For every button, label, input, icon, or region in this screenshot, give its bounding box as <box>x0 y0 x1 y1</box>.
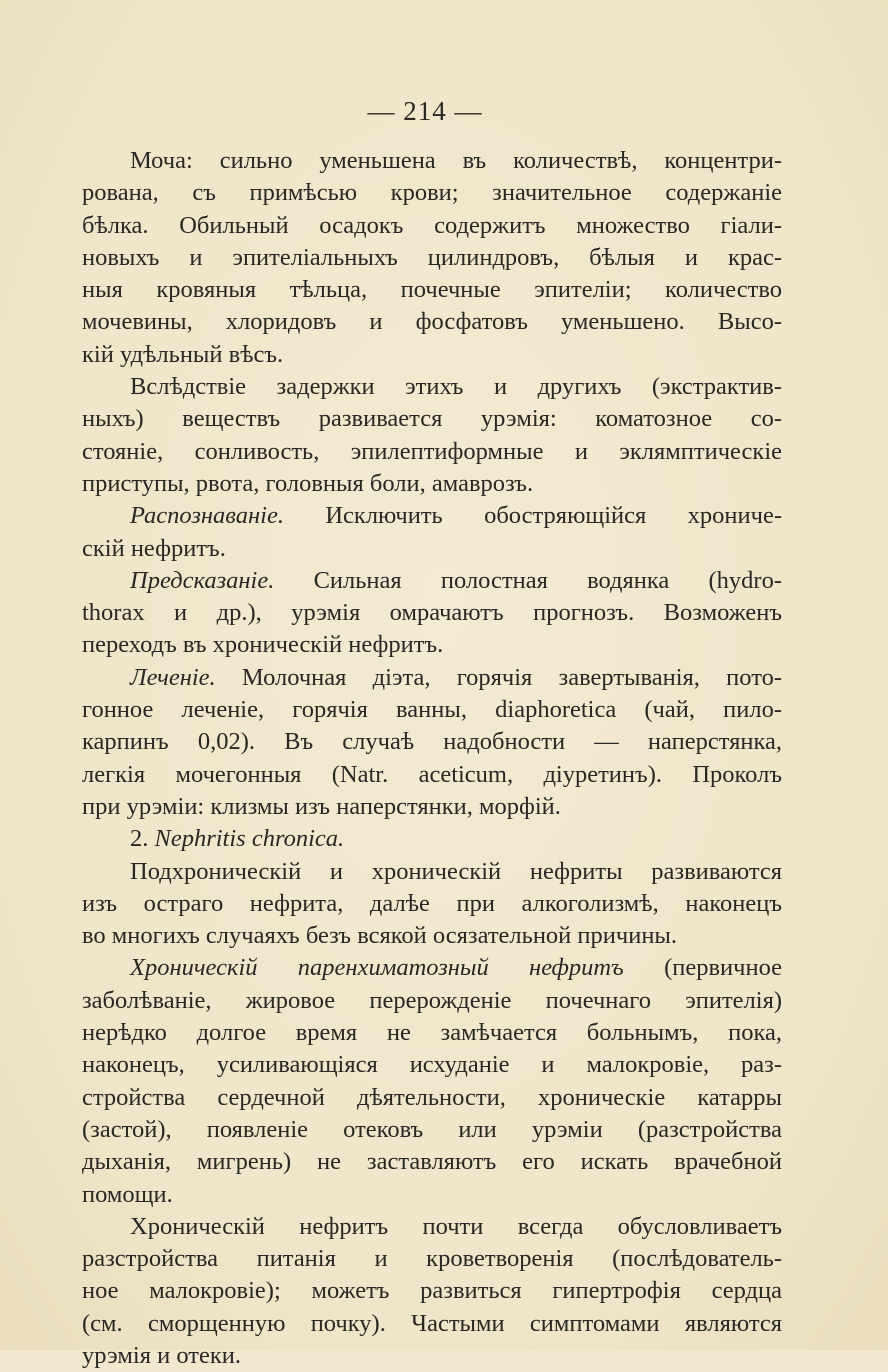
text-line <box>82 597 782 629</box>
text-segment: заболѣваніе, жировое перерожденіе почечнаго эпителія) <box>82 986 782 1014</box>
text-line <box>82 306 782 338</box>
text-segment: легкія мочегонныя (Natr. aceticum, діуретинъ). Проколъ <box>82 760 782 788</box>
text-segment: (первичное <box>623 954 783 982</box>
text-line <box>82 177 782 209</box>
text-segment: при урэміи: клизмы изъ наперстянки, морфій. <box>82 792 561 820</box>
text-line <box>82 726 782 758</box>
text-line <box>82 274 782 306</box>
italic-text: Леченіе. <box>130 663 216 691</box>
text-segment: во многихъ случаяхъ безъ всякой осязательной причины. <box>82 922 678 950</box>
text-segment: карпинъ 0,02). Въ случаѣ надобности — наперстянка, <box>82 728 782 756</box>
text-line <box>82 985 782 1017</box>
text-line <box>82 565 782 597</box>
italic-text: Хроническій паренхиматозный нефритъ <box>130 954 624 982</box>
text-segment: стройства сердечной дѣятельности, хроническіе катарры <box>82 1083 782 1111</box>
text-segment: ныхъ) веществъ развивается урэмія: коматозное со- <box>82 405 782 433</box>
text-line <box>82 888 782 920</box>
text-segment: мочевины, хлоридовъ и фосфатовъ уменьшено. Высо- <box>82 308 782 336</box>
text-line <box>82 791 782 823</box>
text-line <box>82 145 782 177</box>
text-line <box>82 1146 782 1178</box>
text-segment: ное малокровіе); можетъ развиться гипертрофія сердца <box>82 1277 782 1305</box>
text-segment: Подхроническій и хроническій нефриты развиваются <box>130 857 782 885</box>
text-line <box>82 1017 782 1049</box>
italic-text: Предсказаніе. <box>130 566 275 594</box>
text-line <box>82 759 782 791</box>
text-line <box>82 371 782 403</box>
body-text <box>82 145 782 1372</box>
text-line <box>82 952 782 984</box>
text-segment: дыханія, мигрень) не заставляютъ его искать врачебной <box>82 1148 782 1176</box>
text-segment: гонное леченіе, горячія ванны, diaphoretica (чай, пило- <box>82 696 782 724</box>
text-line <box>82 1114 782 1146</box>
text-segment: thorax и др.), урэмія омрачаютъ прогнозъ. Возможенъ <box>82 599 782 627</box>
text-line <box>82 500 782 532</box>
text-line <box>82 403 782 435</box>
italic-text: Распознаваніе. <box>130 502 284 530</box>
text-segment: переходъ въ хроническій нефритъ. <box>82 631 444 659</box>
text-segment: разстройства питанія и кроветворенія (послѣдователь- <box>82 1245 782 1273</box>
text-segment: Сильная полостная водянка (hydro- <box>274 566 782 594</box>
text-segment: Вслѣдствіе задержки этихъ и другихъ (экстрактив- <box>130 373 782 401</box>
text-line <box>82 1308 782 1340</box>
text-line <box>82 694 782 726</box>
text-line <box>82 1049 782 1081</box>
text-segment: стояніе, сонливость, эпилептиформные и эклямптическіе <box>82 437 782 465</box>
text-line <box>82 210 782 242</box>
text-segment: 2. <box>130 825 155 853</box>
text-segment: Исключить обостряющійся хрониче- <box>283 502 782 530</box>
text-line <box>82 242 782 274</box>
text-segment: (см. сморщенную почку). Частыми симптомами являются <box>82 1309 782 1337</box>
text-line <box>82 533 782 565</box>
text-segment: нерѣдко долгое время не замѣчается больнымъ, пока, <box>82 1019 782 1047</box>
text-segment: (застой), появленіе отековъ или урэміи (разстройства <box>82 1115 782 1143</box>
text-line <box>82 1243 782 1275</box>
text-segment: рована, съ примѣсью крови; значительное содержаніе <box>82 179 782 207</box>
text-line <box>82 436 782 468</box>
text-line <box>82 468 782 500</box>
text-line <box>82 1082 782 1114</box>
text-line <box>82 1275 782 1307</box>
text-segment: урэмія и отеки. <box>82 1341 241 1369</box>
text-line <box>82 1340 782 1372</box>
text-segment: скій нефритъ. <box>82 534 226 562</box>
italic-text: Nephritis chronica. <box>154 825 345 853</box>
text-line <box>82 823 782 855</box>
text-line <box>82 920 782 952</box>
text-segment: Молочная діэта, горячія завертыванія, пото- <box>215 663 782 691</box>
text-segment: приступы, рвота, головныя боли, амаврозъ. <box>82 469 534 497</box>
text-segment: новыхъ и эпителіальныхъ цилиндровъ, бѣлыя и крас- <box>82 243 782 271</box>
text-segment: наконецъ, усиливающіяся исхуданіе и малокровіе, раз- <box>82 1051 782 1079</box>
text-segment: бѣлка. Обильный осадокъ содержитъ множество гіали- <box>82 211 782 239</box>
text-line <box>82 1179 782 1211</box>
text-segment: Моча: сильно уменьшена въ количествѣ, концентри- <box>130 147 782 174</box>
text-segment: изъ остраго нефрита, далѣе при алкоголизмѣ, наконецъ <box>82 889 782 917</box>
text-line <box>82 339 782 371</box>
text-segment: помощи. <box>82 1180 173 1208</box>
text-segment: Хроническій нефритъ почти всегда обусловливаетъ <box>130 1212 782 1240</box>
text-segment: кій удѣльный вѣсъ. <box>82 340 284 368</box>
text-segment: ныя кровяныя тѣльца, почечные эпителіи; количество <box>82 276 782 304</box>
page-number: — 214 — <box>367 96 483 126</box>
text-line <box>82 629 782 661</box>
text-line <box>82 1211 782 1243</box>
text-line <box>82 856 782 888</box>
text-line <box>82 662 782 694</box>
